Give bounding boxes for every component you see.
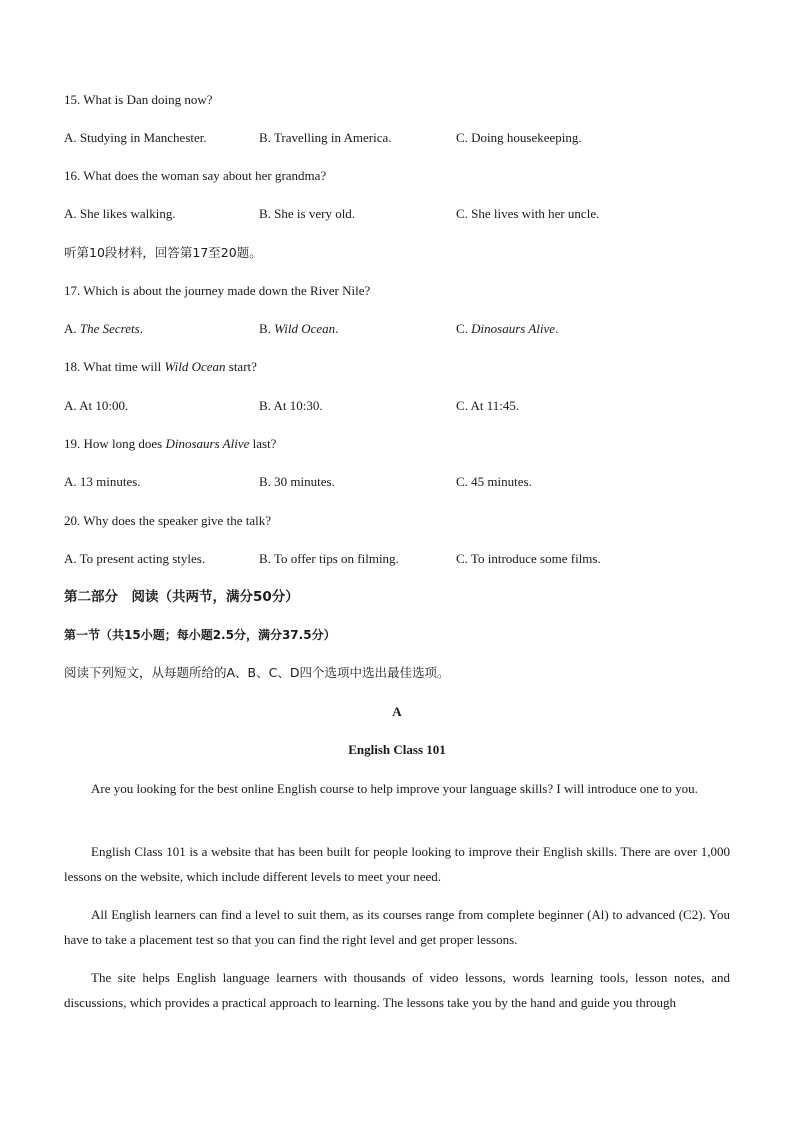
question-15-stem: 15. What is Dan doing now? xyxy=(64,92,213,107)
question-19-option-b: B. 30 minutes. xyxy=(259,474,335,489)
stem-suffix: last? xyxy=(249,436,277,451)
question-18-option-c: C. At 11:45. xyxy=(456,398,520,413)
question-19-stem xyxy=(64,436,276,452)
option-title: Dinosaurs Alive xyxy=(471,321,556,336)
question-17-option-a xyxy=(64,321,143,337)
option-title: The Secrets xyxy=(79,321,140,336)
passage-paragraph: Are you looking for the best online English course to help improve your language skills? I will introduce one to you. xyxy=(91,781,698,796)
stem-prefix: 18. What time will xyxy=(64,359,165,374)
passage-paragraph: English Class 101 is a website that has been built for people looking to improve their English skills. There are over 1,000 lessons on the website, which include different levels to meet your need. xyxy=(64,844,730,884)
question-16-option-a: A. She likes walking. xyxy=(64,206,176,221)
passage-paragraph: The site helps English language learners with thousands of video lessons, words learning tools, lesson notes, and discussions, which provides a practical approach to learning. The lessons take you by the hand and guide you through xyxy=(64,970,730,1010)
question-20-stem: 20. Why does the speaker give the talk? xyxy=(64,513,271,528)
section-one-heading: 第一节（共15小题；每小题2.5分，满分37.5分） xyxy=(64,628,336,642)
question-20-option-c: C. To introduce some films. xyxy=(456,551,601,566)
question-20-option-b: B. To offer tips on filming. xyxy=(259,551,399,566)
passage-title: English Class 101 xyxy=(348,742,446,757)
question-18-option-a: A. At 10:00. xyxy=(64,398,129,413)
reading-instruction: 阅读下列短文，从每题所给的A、B、C、D四个选项中选出最佳选项。 xyxy=(64,665,450,680)
option-prefix: B. xyxy=(259,321,275,336)
question-17-option-b xyxy=(259,321,338,337)
option-prefix: C. xyxy=(456,321,472,336)
question-16-option-c: C. She lives with her uncle. xyxy=(456,206,600,221)
question-15-option-a: A. Studying in Manchester. xyxy=(64,130,207,145)
stem-prefix: 19. How long does xyxy=(64,436,166,451)
question-15-option-c: C. Doing housekeeping. xyxy=(456,130,582,145)
option-prefix: A. xyxy=(64,321,80,336)
question-16-stem: 16. What does the woman say about her grandma? xyxy=(64,168,327,183)
passage-letter: A xyxy=(392,704,402,719)
stem-title: Dinosaurs Alive xyxy=(165,436,250,451)
stem-suffix: start? xyxy=(225,359,257,374)
option-title: Wild Ocean xyxy=(274,321,336,336)
question-17-option-c xyxy=(456,321,558,337)
listening-instruction-10: 听第10段材料，回答第17至20题。 xyxy=(64,245,262,260)
passage-paragraph: All English learners can find a level to suit them, as its courses range from complete beginner (Al) to advanced (C2). You have to take a placement test so that you can find the right level and get proper lessons. xyxy=(64,907,730,947)
option-suffix: . xyxy=(555,321,559,336)
question-20-option-a: A. To present acting styles. xyxy=(64,551,206,566)
part-two-heading: 第二部分 阅读（共两节，满分50分） xyxy=(64,589,299,605)
question-15-option-b: B. Travelling in America. xyxy=(259,130,392,145)
option-suffix: . xyxy=(335,321,339,336)
option-suffix: . xyxy=(139,321,143,336)
question-19-option-a: A. 13 minutes. xyxy=(64,474,141,489)
stem-title: Wild Ocean xyxy=(164,359,226,374)
question-19-option-c: C. 45 minutes. xyxy=(456,474,532,489)
question-18-option-b: B. At 10:30. xyxy=(259,398,323,413)
question-17-stem: 17. Which is about the journey made down the River Nile? xyxy=(64,283,371,298)
question-18-stem xyxy=(64,359,257,375)
question-16-option-b: B. She is very old. xyxy=(259,206,356,221)
